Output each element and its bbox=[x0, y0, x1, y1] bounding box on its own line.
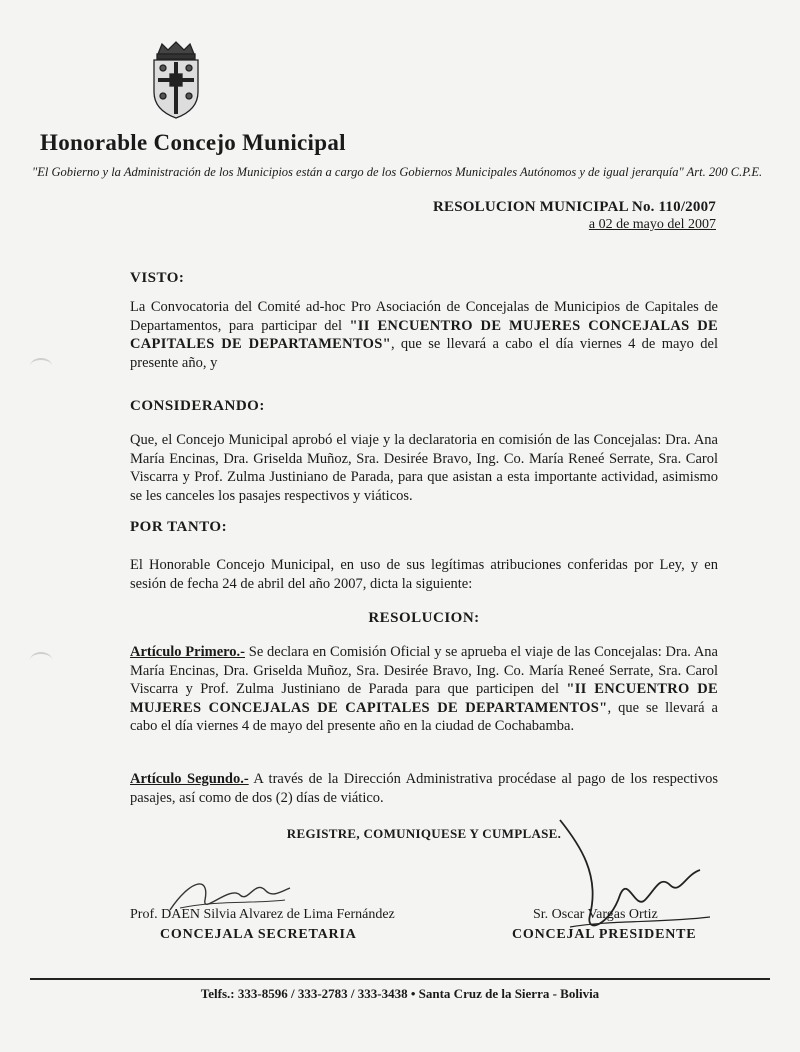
article-1-label: Artículo Primero.- bbox=[130, 644, 246, 660]
secretary-name: Prof. DAEN Silvia Alvarez de Lima Fernández bbox=[130, 907, 395, 922]
visto-paragraph bbox=[130, 298, 718, 372]
president-signature-icon bbox=[540, 815, 720, 945]
considerando-heading: CONSIDERANDO: bbox=[130, 398, 265, 414]
org-title: Honorable Concejo Municipal bbox=[40, 130, 346, 155]
visto-event-name: "II ENCUENTRO DE MUJERES CONCEJALAS DE CAPITALES DE DEPARTAMENTOS" bbox=[130, 317, 718, 352]
article-1-paragraph bbox=[130, 643, 718, 736]
footer-divider bbox=[30, 978, 770, 980]
closing-statement: REGISTRE, COMUNIQUESE Y CUMPLASE. bbox=[286, 826, 562, 841]
article-1-text-1: Se declara en Comisión Oficial y se aprueba el viaje de las Concejalas: Dra. Ana María Encinas, Dra. Griselda Muñoz, Sra. Desirée Bravo, Ing. Co. María Reneé Serrate, Sra. Carol Viscarra y Prof. Zulma Justiniano de Parada para que participen del bbox=[130, 644, 718, 697]
considerando-paragraph: Que, el Concejo Municipal aprobó el viaje y la declaratoria en comisión de las Concejalas: Dra. Ana María Encinas, Dra. Griselda Muñoz, Sra. Desirée Bravo, Ing. Co. María Reneé Serrate, Sra. Carol Viscarra y Prof. Zulma Justiniano de Parada, para que asistan a esta importante actividad, asimismo se les canceles los pasajes respectivos y viáticos. bbox=[130, 432, 718, 504]
article-2-text: A través de la Dirección Administrativa procédase al pago de los respectivos pasajes, así como de dos (2) días de viático. bbox=[130, 771, 718, 806]
resolution-date: a 02 de mayo del 2007 bbox=[588, 217, 716, 232]
president-role: CONCEJAL PRESIDENTE bbox=[512, 927, 697, 942]
resolucion-heading: RESOLUCION: bbox=[368, 610, 480, 626]
portanto-paragraph: El Honorable Concejo Municipal, en uso de sus legítimas atribuciones conferidas por Ley, y en sesión de fecha 24 de abril del año 2007, dicta la siguiente: bbox=[130, 557, 718, 592]
visto-text-1: La Convocatoria del Comité ad-hoc Pro Asociación de Concejalas de Municipios de Capitales de Departamentos, para participar del bbox=[130, 299, 718, 334]
secretary-role: CONCEJALA SECRETARIA bbox=[160, 927, 357, 942]
visto-text-2: , que se llevará a cabo el día viernes 4 de mayo del presente año, y bbox=[130, 336, 719, 371]
portanto-heading: POR TANTO: bbox=[130, 519, 228, 535]
footer-contact: Telfs.: 333-8596 / 333-2783 / 333-3438 • Santa Cruz de la Sierra - Bolivia bbox=[200, 986, 600, 1001]
article-2-paragraph bbox=[130, 770, 718, 807]
punch-hole-mark bbox=[30, 652, 52, 668]
municipal-crest-icon bbox=[146, 40, 206, 120]
constitution-motto: "El Gobierno y la Administración de los Municipios están a cargo de los Gobiernos Municipales Autónomos y de igual jerarquía" Art. 200 C.P.E. bbox=[32, 165, 763, 179]
article-1-text-2: , que se llevará a cabo el día viernes 4 de mayo del presente año en la ciudad de Cochabamba. bbox=[130, 699, 718, 734]
article-2-label: Artículo Segundo.- bbox=[130, 771, 249, 787]
resolution-number: RESOLUCION MUNICIPAL No. 110/2007 bbox=[432, 199, 716, 215]
punch-hole-mark bbox=[30, 358, 52, 374]
article-1-event-name: "II ENCUENTRO DE MUJERES CONCEJALAS DE CAPITALES DE DEPARTAMENTOS" bbox=[130, 681, 718, 716]
president-name: Sr. Oscar Vargas Ortiz bbox=[533, 907, 658, 922]
visto-heading: VISTO: bbox=[130, 270, 185, 286]
